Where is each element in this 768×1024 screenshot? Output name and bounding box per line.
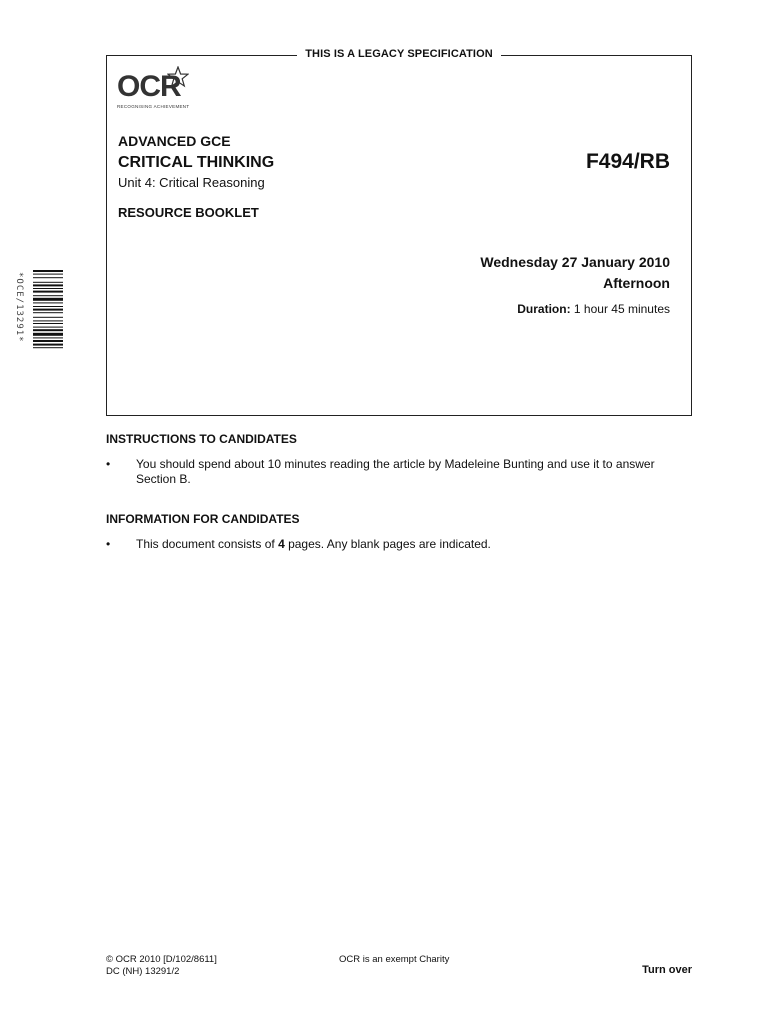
copyright: © OCR 2010 [D/102/8611] — [106, 954, 217, 965]
booklet-type: RESOURCE BOOKLET — [118, 205, 259, 220]
cover-box — [106, 48, 692, 416]
instructions-heading: INSTRUCTIONS TO CANDIDATES — [106, 432, 297, 446]
qualification-level: ADVANCED GCE — [118, 133, 231, 149]
turn-over: Turn over — [642, 964, 692, 976]
exam-date: Wednesday 27 January 2010 — [480, 254, 670, 270]
star-icon — [167, 66, 189, 88]
exam-duration: Duration: 1 hour 45 minutes — [517, 302, 670, 316]
barcode-text: *OCE/13291* — [14, 272, 24, 343]
unit-title: Unit 4: Critical Reasoning — [118, 175, 265, 190]
information-heading: INFORMATION FOR CANDIDATES — [106, 512, 300, 526]
ocr-logo: OCR RECOGNISING ACHIEVEMENT — [117, 72, 189, 109]
footer-left — [106, 954, 217, 978]
document-reference: DC (NH) 13291/2 — [106, 966, 180, 977]
barcode — [33, 270, 63, 412]
instruction-item: • You should spend about 10 minutes reading the article by Madeleine Bunting and use it to answer Section B. — [106, 457, 655, 486]
subject-title: CRITICAL THINKING — [118, 154, 275, 171]
exam-session: Afternoon — [603, 275, 670, 291]
paper-code: F494/RB — [585, 150, 670, 173]
charity-note: OCR is an exempt Charity — [339, 954, 450, 965]
information-item: • This document consists of 4 pages. Any blank pages are indicated. — [106, 537, 491, 551]
legacy-banner: THIS IS A LEGACY SPECIFICATION — [107, 48, 691, 60]
